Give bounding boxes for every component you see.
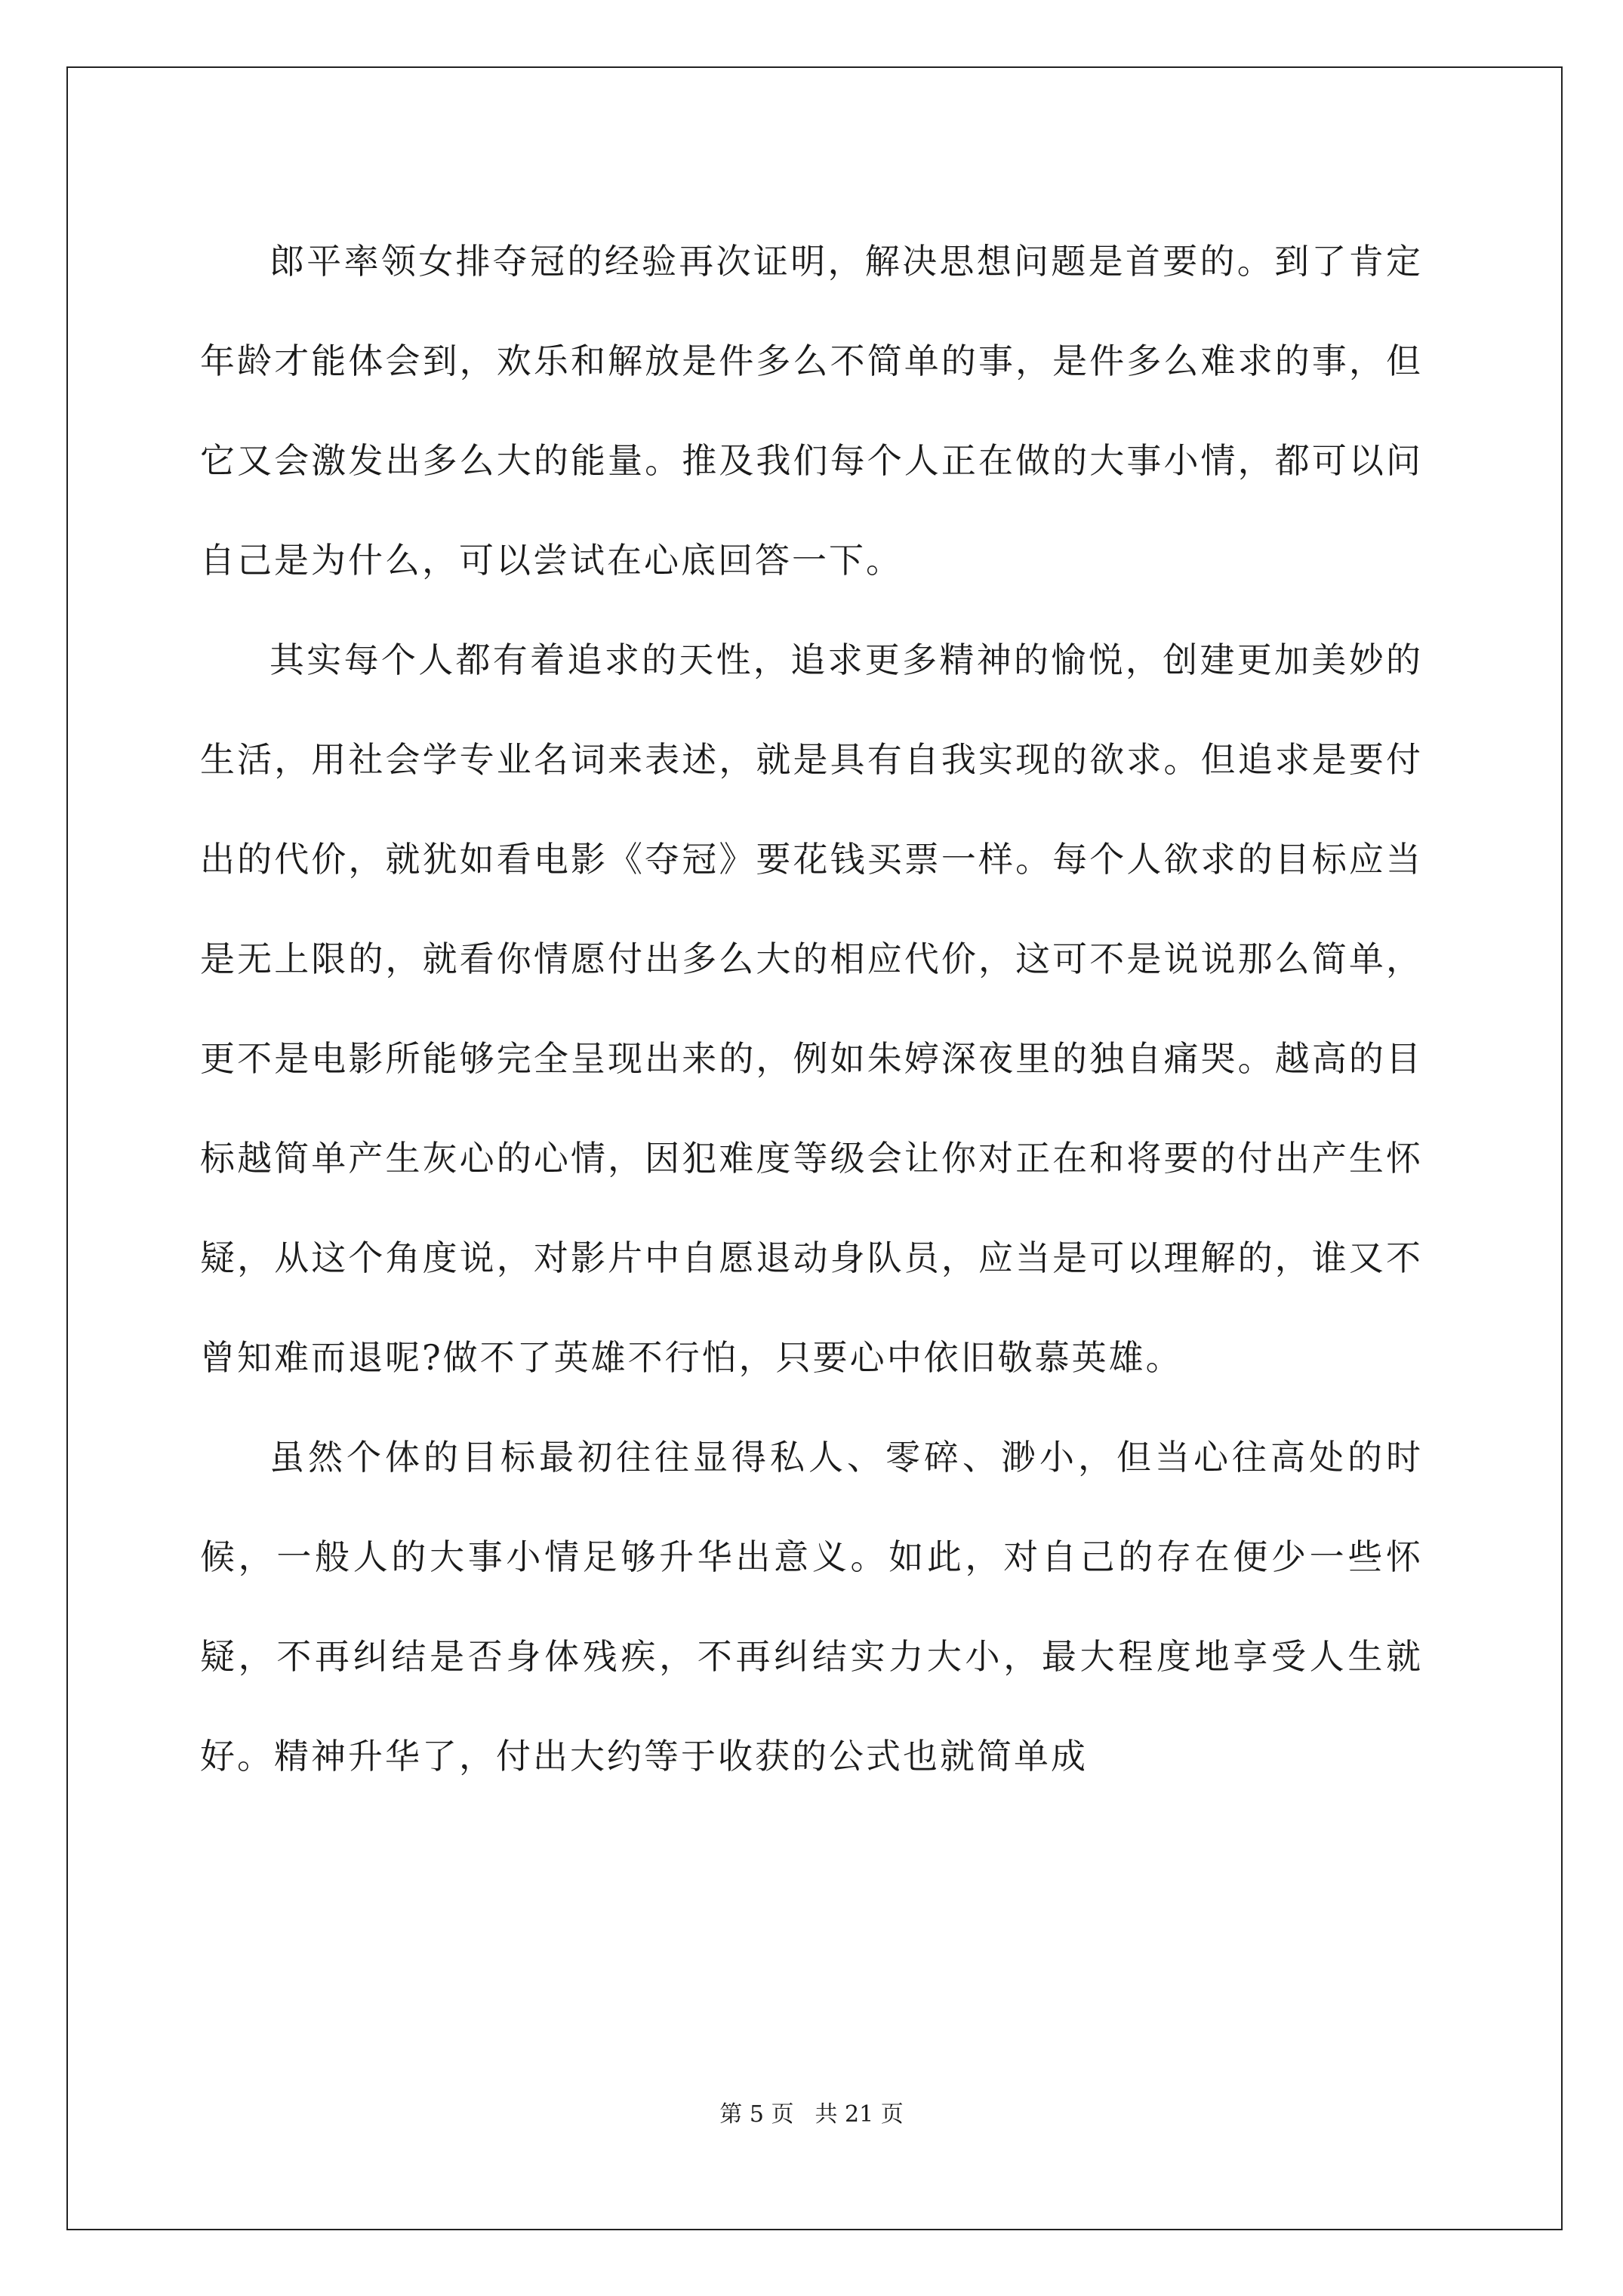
document-body — [200, 211, 1423, 1806]
page-number: 第 5 页 — [719, 2101, 794, 2128]
page-footer — [0, 2095, 1623, 2128]
paragraph-3: 虽然个体的目标最初往往显得私人、零碎、渺小，但当心往高处的时候，一般人的大事小情足够升华出意义。如此，对自己的存在便少一些怀疑，不再纠结是否身体残疾，不再纠结实力大小，最大程度地享受人生就好。精神升华了，付出大约等于收获的公式也就简单成 — [200, 1437, 1423, 1777]
total-pages: 共 21 页 — [815, 2101, 904, 2128]
paragraph-1: 郎平率领女排夺冠的经验再次证明，解决思想问题是首要的。到了肯定年龄才能体会到，欢乐和解放是件多么不简单的事，是件多么难求的事，但它又会激发出多么大的能量。推及我们每个人正在做的大事小情，都可以问自己是为什么，可以尝试在心底回答一下。 — [200, 241, 1423, 581]
paragraph-2: 其实每个人都有着追求的天性，追求更多精神的愉悦，创建更加美妙的生活，用社会学专业名词来表述，就是具有自我实现的欲求。但追求是要付出的代价，就犹如看电影《夺冠》要花钱买票一样。每个人欲求的目标应当是无上限的，就看你情愿付出多么大的相应代价，这可不是说说那么简单，更不是电影所能够完全呈现出来的，例如朱婷深夜里的独自痛哭。越高的目标越简单产生灰心的心情，因犯难度等级会让你对正在和将要的付出产生怀疑，从这个角度说，对影片中自愿退动身队员，应当是可以理解的，谁又不曾知难而退呢?做不了英雄不行怕，只要心中依旧敬慕英雄。 — [200, 639, 1423, 1378]
